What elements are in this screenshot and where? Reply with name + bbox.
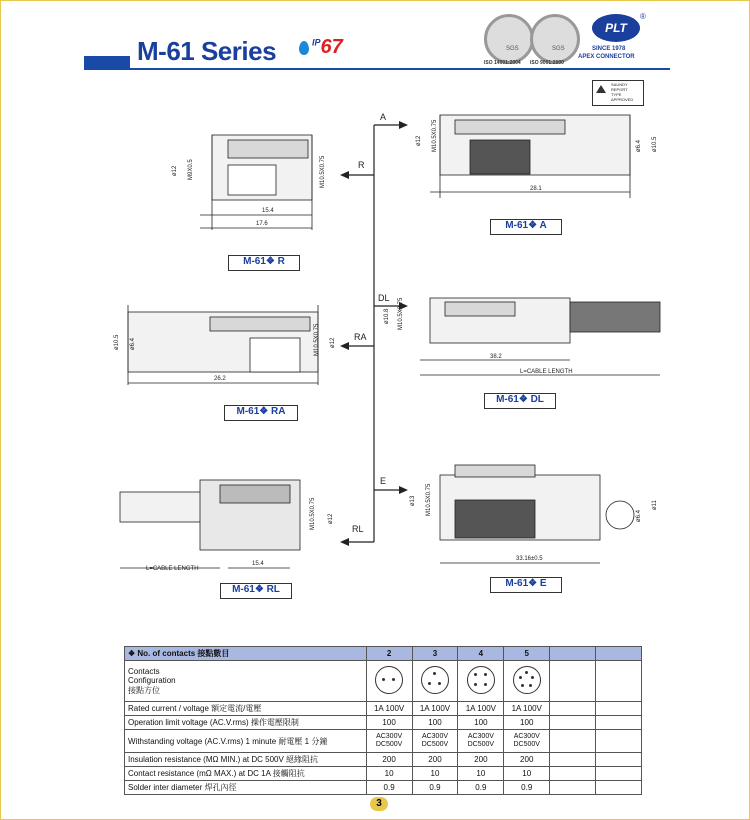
ra-dim-m10: M10.5X0.75	[314, 323, 320, 356]
branch-label-ra: RA	[354, 332, 367, 342]
r-dim-m9: M9X0.5	[188, 159, 194, 180]
config-3-pin	[412, 661, 458, 702]
page-header	[0, 0, 750, 75]
rl-dim-15-4: 15.4	[252, 561, 264, 567]
header-col	[596, 647, 642, 661]
model-label-ra: M-61❖ RA	[224, 405, 298, 421]
dl-dim-dia10-8: ø10.8	[384, 308, 390, 324]
branch-label-r: R	[358, 160, 365, 170]
branch-label-e: E	[380, 476, 387, 486]
dl-dim-cable-length: L=CABLE LENGTH	[520, 369, 573, 375]
sgs-cert-logo	[484, 14, 534, 64]
cert-label-2: ISO 9001:2000	[530, 60, 564, 66]
registered-mark: ®	[640, 12, 646, 21]
r-dim-17-6: 17.6	[256, 221, 268, 227]
config-4-pin	[458, 661, 504, 702]
table-row: Insulation resistance (MΩ MIN.) at DC 500V 絕緣阻抗 200 200 200 200	[125, 753, 642, 767]
model-label-e: M-61❖ E	[490, 577, 562, 593]
title-accent-bar	[84, 56, 130, 70]
table-row: Rated current / voltage 額定電流/電壓 1A 100V 1A 100V 1A 100V 1A 100V	[125, 702, 642, 716]
header-col: 3	[412, 647, 458, 661]
specification-table	[124, 646, 642, 795]
sgs-cert-logo	[530, 14, 580, 64]
table-row-configuration	[125, 661, 642, 702]
company-name: APEX CONNECTOR	[578, 54, 635, 60]
rl-dim-cable-length: L=CABLE LENGTH	[146, 566, 199, 572]
pin-layout-5-icon	[513, 666, 541, 694]
table-row: Contact resistance (mΩ MAX.) at DC 1A 接觸阻抗 10 10 10 10	[125, 767, 642, 781]
model-label-r: M-61❖ R	[228, 255, 300, 271]
pin-layout-3-icon	[421, 666, 449, 694]
table-row: Operation limit voltage (AC.V.rms) 操作電壓限制 100 100 100 100	[125, 716, 642, 730]
branch-label-dl: DL	[378, 293, 390, 303]
rl-dim-m10: M10.5X0.75	[310, 497, 316, 530]
pin-layout-4-icon	[467, 666, 495, 694]
header-rule	[130, 68, 670, 70]
connector-diagrams	[0, 80, 750, 640]
header-col: 5	[504, 647, 550, 661]
e-dim-m10: M10.5X0.75	[426, 483, 432, 516]
a-dim-28-1: 28.1	[530, 186, 542, 192]
cert-label-1: ISO 14001:2004	[484, 60, 521, 66]
config-label: Contacts Configuration 接點方位	[125, 661, 367, 702]
pin-layout-2-icon	[375, 666, 403, 694]
page-title: M-61 Series	[137, 36, 277, 66]
r-dim-dia12: ø12	[172, 165, 178, 176]
model-label-a: M-61❖ A	[490, 219, 562, 235]
r-dim-15-4: 15.4	[262, 208, 274, 214]
table-row: Withstanding voltage (AC.V.rms) 1 minute 耐電壓 1 分鐘 AC300V DC500V AC300V DC500V AC300V DC500V AC300V DC500V	[125, 730, 642, 753]
plt-logo: PLT	[592, 14, 640, 42]
header-contacts-label: ❖ No. of contacts 接點數目	[125, 647, 367, 661]
e-dim-dia6-4: ø6.4	[636, 509, 642, 522]
safety-approval-badge: SAUNDY REPORT TYPE APPROVED	[592, 80, 644, 106]
a-dim-m10: M10.5X0.75	[432, 119, 438, 152]
e-dim-dia11: ø11	[652, 500, 658, 510]
water-drop-icon	[299, 41, 309, 55]
config-2-pin	[366, 661, 412, 702]
config-empty	[550, 661, 596, 702]
ra-dim-dia10-5: ø10.5	[114, 334, 120, 350]
sgs-text-1: SGS	[506, 46, 519, 52]
a-dim-dia12: ø12	[416, 135, 422, 146]
rl-dim-dia12: ø12	[328, 513, 334, 524]
ra-connector-drawing	[128, 305, 318, 385]
page-number: 3	[370, 797, 388, 811]
ra-dim-dia12: ø12	[330, 337, 336, 348]
header-col	[550, 647, 596, 661]
e-dim-33-16: 33.16±0.5	[516, 556, 543, 562]
config-empty	[596, 661, 642, 702]
dl-dim-m10: M10.5X0.75	[398, 297, 404, 330]
ra-dim-dia6-4: ø6.4	[130, 337, 136, 350]
branch-label-a: A	[380, 112, 387, 122]
table-row: Solder inter diameter 焊孔內徑 0.9 0.9 0.9 0.9	[125, 781, 642, 795]
table-header-row	[125, 647, 642, 661]
header-col: 4	[458, 647, 504, 661]
ip-rating: $^{IP}$67	[299, 36, 343, 59]
a-dim-dia10-5: ø10.5	[652, 136, 658, 152]
branch-label-rl: RL	[352, 524, 364, 534]
header-col: 2	[366, 647, 412, 661]
model-label-dl: M-61❖ DL	[484, 393, 556, 409]
ra-dim-26-2: 26.2	[214, 376, 226, 382]
e-dim-dia13: ø13	[410, 495, 416, 506]
dl-dim-38-2: 38.2	[490, 354, 502, 360]
since-text: SINCE 1978	[592, 46, 626, 52]
config-5-pin	[504, 661, 550, 702]
r-connector-drawing	[200, 135, 312, 230]
model-label-rl: M-61❖ RL	[220, 583, 292, 599]
r-dim-m10: M10.5X0.75	[320, 155, 326, 188]
e-connector-drawing	[440, 465, 634, 563]
sgs-text-2: SGS	[552, 46, 565, 52]
rl-connector-drawing	[120, 480, 300, 568]
a-dim-dia6-4: ø6.4	[636, 139, 642, 152]
dl-connector-drawing	[420, 298, 660, 375]
